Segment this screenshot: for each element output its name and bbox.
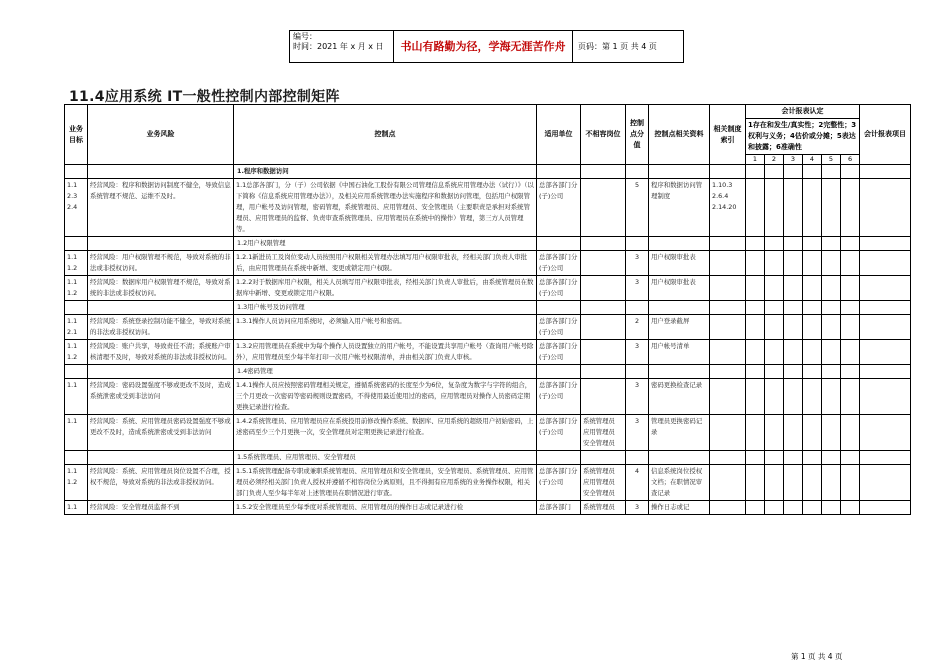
header-biz-risk: 业务风险: [88, 105, 234, 165]
cell-recognition: [822, 315, 841, 340]
cell-report-item: [860, 251, 911, 276]
section-title: 1.3用户帐号及访问管理: [234, 301, 537, 315]
page-footer: 第 1 页 共 4 页: [791, 652, 843, 661]
cell-materials: 用户权限审批表: [649, 251, 710, 276]
cell-incompatible: 系统管理员 应用管理员 安全管理员: [581, 465, 626, 501]
cell-system-index: 1.10.3 2.6.4 2.14.20: [710, 179, 746, 237]
cell-report-item: [860, 465, 911, 501]
section-row: [65, 451, 911, 465]
empty-cell: [626, 365, 649, 379]
empty-cell: [710, 365, 746, 379]
header-report-item: 会计报表项目: [860, 105, 911, 165]
cell-recognition: [765, 465, 784, 501]
cell-recognition: [822, 465, 841, 501]
empty-cell: [537, 237, 581, 251]
empty-cell: [765, 365, 784, 379]
cell-biz-risk: 经营风险：账户共享，导致责任不清；系统账户审核清理不及时，导致对系统的非法或非授权访问。: [88, 340, 234, 365]
cell-recognition: [803, 340, 822, 365]
header-system-index: 相关制度索引: [710, 105, 746, 165]
cell-recognition: [784, 465, 803, 501]
cell-recognition: [822, 251, 841, 276]
cell-unit: 总部各部门分(子)公司: [537, 415, 581, 451]
empty-cell: [65, 301, 88, 315]
cell-biz-target: 1.1 2.1: [65, 315, 88, 340]
table-row: [65, 379, 911, 415]
cell-incompatible: [581, 340, 626, 365]
cell-recognition: [822, 415, 841, 451]
empty-cell: [860, 365, 911, 379]
header-score: 控制点分值: [626, 105, 649, 165]
cell-report-item: [860, 379, 911, 415]
empty-cell: [746, 301, 765, 315]
cell-biz-target: 1.1 2.3 2.4: [65, 179, 88, 237]
cell-score: 4: [626, 465, 649, 501]
cell-biz-target: 1.1 1.2: [65, 251, 88, 276]
empty-cell: [860, 237, 911, 251]
header-control-point: 控制点: [234, 105, 537, 165]
empty-cell: [65, 365, 88, 379]
empty-cell: [65, 237, 88, 251]
empty-cell: [841, 165, 860, 179]
empty-cell: [822, 365, 841, 379]
table-row: [65, 315, 911, 340]
cell-score: 3: [626, 340, 649, 365]
cell-biz-risk: 经营风险：系统、应用管理员密码设置强度不够或更改不及时，造成系统泄密或受到非法访问: [88, 415, 234, 451]
cell-unit: 总部各部门分(子)公司: [537, 251, 581, 276]
empty-cell: [88, 451, 234, 465]
header-meta: [290, 31, 394, 62]
cell-recognition: [841, 465, 860, 501]
empty-cell: [822, 237, 841, 251]
empty-cell: [822, 165, 841, 179]
cell-score: 3: [626, 251, 649, 276]
header-materials: 控制点相关资料: [649, 105, 710, 165]
header-num-4: 4: [803, 155, 822, 165]
cell-biz-target: 1.1: [65, 415, 88, 451]
cell-incompatible: 系统管理员: [581, 501, 626, 515]
empty-cell: [626, 451, 649, 465]
cell-score: 3: [626, 415, 649, 451]
header-page: 页码：第 1 页 共 4 页: [578, 42, 657, 51]
cell-recognition: [822, 340, 841, 365]
cell-control-point: 1.4.1操作人员应按照密码管理相关规定，遵循系统密码的长度至少为6位，复杂度为数字与字符的组合，三个月更改一次密码等密码规则设置密码，不得使用最近使用过的密码，应用管理员对操作人员密码定期更换记录进行检查。: [234, 379, 537, 415]
section-title: 1.5系统管理员、应用管理员、安全管理员: [234, 451, 537, 465]
cell-control-point: 1.5.2安全管理员至少每季度对系统管理员、应用管理员的操作日志或记录进行检: [234, 501, 537, 515]
empty-cell: [537, 451, 581, 465]
cell-materials: 信息系统岗位授权文档；在职情况审查记录: [649, 465, 710, 501]
cell-recognition: [765, 251, 784, 276]
cell-recognition: [765, 340, 784, 365]
cell-recognition: [746, 415, 765, 451]
empty-cell: [746, 237, 765, 251]
cell-materials: 管理员更换密码记录: [649, 415, 710, 451]
empty-cell: [841, 237, 860, 251]
table-row: [65, 501, 911, 515]
table-row: [65, 276, 911, 301]
cell-report-item: [860, 501, 911, 515]
cell-recognition: [841, 340, 860, 365]
empty-cell: [649, 365, 710, 379]
empty-cell: [581, 237, 626, 251]
cell-incompatible: [581, 251, 626, 276]
empty-cell: [746, 365, 765, 379]
cell-recognition: [746, 251, 765, 276]
cell-recognition: [746, 276, 765, 301]
cell-report-item: [860, 340, 911, 365]
doc-time: 时间：2021 年 x 月 x 日: [293, 42, 384, 51]
header-slogan: 书山有路勤为径，学海无涯苦作舟: [394, 31, 573, 62]
cell-report-item: [860, 179, 911, 237]
section-title: 1.2用户权限管理: [234, 237, 537, 251]
cell-materials: 用户登录截屏: [649, 315, 710, 340]
cell-recognition: [746, 501, 765, 515]
cell-score: 2: [626, 315, 649, 340]
cell-system-index: [710, 465, 746, 501]
cell-control-point: 1.1总部各部门，分（子）公司依据《中国石油化工股份有限公司管理信息系统应用管理办法（试行）》（以下简称《信息系统应用管理办法》），及相关应用系统管理办法实施程序和数据访问管理，包括用户权限管理，用户帐号及访问管理，密码管理，系统管理员、应用管理员、安全管理员（主要职责是承担对系统管理员、应用管理员的监督、负责审查系统管理员、应用管理员在系统中的操作）管理，第三方人员管理等。: [234, 179, 537, 237]
empty-cell: [65, 451, 88, 465]
cell-system-index: [710, 501, 746, 515]
cell-recognition: [784, 179, 803, 237]
empty-cell: [88, 365, 234, 379]
empty-cell: [746, 451, 765, 465]
empty-cell: [710, 451, 746, 465]
cell-recognition: [765, 379, 784, 415]
cell-report-item: [860, 415, 911, 451]
cell-incompatible: [581, 179, 626, 237]
empty-cell: [860, 451, 911, 465]
cell-incompatible: 系统管理员 应用管理员 安全管理员: [581, 415, 626, 451]
section-title: 1.程序和数据访问: [234, 165, 537, 179]
empty-cell: [649, 451, 710, 465]
header-recognition: 会计报表认定: [746, 105, 860, 119]
cell-materials: 程序和数据访问管理制度: [649, 179, 710, 237]
empty-cell: [710, 301, 746, 315]
cell-system-index: [710, 379, 746, 415]
empty-cell: [537, 165, 581, 179]
cell-control-point: 1.3.1操作人员访问应用系统时，必须输入用户帐号和密码。: [234, 315, 537, 340]
cell-recognition: [803, 379, 822, 415]
cell-control-point: 1.5.1系统管理配备专职或兼职系统管理员、应用管理员和安全管理员，安全管理员、系统管理员、应用管理员必须经相关部门负责人授权并遵循不相容岗位分离原则，且不得拥有应用系统的业务操作权限，相关部门负责人至少每半年对上述管理员在职情况进行审查。: [234, 465, 537, 501]
table-row: [65, 340, 911, 365]
cell-biz-risk: 经营风险：系统登录控制功能不健全，导致对系统的非法或非授权访问。: [88, 315, 234, 340]
cell-recognition: [784, 251, 803, 276]
empty-cell: [581, 365, 626, 379]
cell-control-point: 1.4.2系统管理员、应用管理员应在系统投用前修改操作系统、数据库、应用系统的超级用户初始密码，上述密码至少三个月更换一次，安全管理员对定期更换记录进行检查。: [234, 415, 537, 451]
table-row: [65, 465, 911, 501]
cell-report-item: [860, 276, 911, 301]
cell-unit: 总部各部门分(子)公司: [537, 465, 581, 501]
table-row: [65, 179, 911, 237]
empty-cell: [88, 301, 234, 315]
cell-unit: 总部各部门分(子)公司: [537, 179, 581, 237]
cell-recognition: [765, 276, 784, 301]
empty-cell: [822, 451, 841, 465]
cell-recognition: [841, 179, 860, 237]
cell-system-index: [710, 251, 746, 276]
cell-unit: 总部各部门分(子)公司: [537, 379, 581, 415]
header-num-2: 2: [765, 155, 784, 165]
empty-cell: [765, 301, 784, 315]
cell-recognition: [784, 276, 803, 301]
cell-recognition: [841, 276, 860, 301]
cell-incompatible: [581, 276, 626, 301]
section-row: [65, 237, 911, 251]
header-unit: 适用单位: [537, 105, 581, 165]
empty-cell: [710, 237, 746, 251]
empty-cell: [626, 165, 649, 179]
cell-recognition: [765, 415, 784, 451]
empty-cell: [581, 165, 626, 179]
cell-recognition: [803, 501, 822, 515]
cell-unit: 总部各部门分(子)公司: [537, 276, 581, 301]
empty-cell: [581, 451, 626, 465]
cell-recognition: [784, 379, 803, 415]
empty-cell: [803, 365, 822, 379]
section-title: 1.4密码管理: [234, 365, 537, 379]
cell-materials: 操作日志或记: [649, 501, 710, 515]
cell-recognition: [784, 501, 803, 515]
empty-cell: [784, 301, 803, 315]
cell-incompatible: [581, 379, 626, 415]
header-num-3: 3: [784, 155, 803, 165]
section-row: [65, 165, 911, 179]
empty-cell: [841, 365, 860, 379]
doc-number: 编号：: [293, 32, 317, 41]
cell-recognition: [841, 251, 860, 276]
cell-recognition: [746, 340, 765, 365]
cell-recognition: [841, 379, 860, 415]
cell-score: 3: [626, 501, 649, 515]
cell-recognition: [841, 315, 860, 340]
cell-biz-risk: 经营风险：程序和数据访问制度不健全，导致信息系统管理不规范、运维不及时。: [88, 179, 234, 237]
cell-biz-target: 1.1 1.2: [65, 276, 88, 301]
empty-cell: [746, 165, 765, 179]
empty-cell: [626, 301, 649, 315]
cell-control-point: 1.2.1新进员工及岗位变动人员按照用户权限相关管理办法填写用户权限审批表，经相关部门负责人审批后，由应用管理员在系统中新增、变更或锁定用户权限。: [234, 251, 537, 276]
cell-recognition: [803, 315, 822, 340]
cell-recognition: [803, 251, 822, 276]
cell-unit: 总部各部门: [537, 501, 581, 515]
empty-cell: [581, 301, 626, 315]
empty-cell: [65, 165, 88, 179]
empty-cell: [784, 165, 803, 179]
cell-recognition: [784, 415, 803, 451]
cell-incompatible: [581, 315, 626, 340]
empty-cell: [784, 237, 803, 251]
section-row: [65, 365, 911, 379]
cell-control-point: 1.2.2对于数据库用户权限，相关人员填写用户权限审批表，经相关部门负责人审批后，由系统管理员在数据库中新增、变更或锁定用户权限。: [234, 276, 537, 301]
empty-cell: [841, 301, 860, 315]
empty-cell: [803, 237, 822, 251]
cell-recognition: [841, 415, 860, 451]
cell-materials: 密码更换检查记录: [649, 379, 710, 415]
cell-recognition: [803, 415, 822, 451]
cell-recognition: [784, 340, 803, 365]
empty-cell: [784, 365, 803, 379]
header-incompatible: 不相容岗位: [581, 105, 626, 165]
cell-recognition: [803, 465, 822, 501]
cell-biz-risk: 经营风险：系统、应用管理员岗位设置不合理，授权不规范，导致对系统的非法或非授权访问。: [88, 465, 234, 501]
empty-cell: [88, 165, 234, 179]
cell-report-item: [860, 315, 911, 340]
table-row: [65, 415, 911, 451]
cell-recognition: [822, 501, 841, 515]
empty-cell: [803, 301, 822, 315]
cell-recognition: [822, 179, 841, 237]
cell-biz-target: 1.1 1.2: [65, 465, 88, 501]
cell-recognition: [803, 276, 822, 301]
empty-cell: [860, 165, 911, 179]
cell-recognition: [765, 501, 784, 515]
cell-biz-target: 1.1: [65, 501, 88, 515]
cell-system-index: [710, 340, 746, 365]
control-matrix-table: [64, 104, 911, 515]
cell-system-index: [710, 276, 746, 301]
cell-recognition: [822, 379, 841, 415]
cell-unit: 总部各部门分(子)公司: [537, 315, 581, 340]
header-num-1: 1: [746, 155, 765, 165]
empty-cell: [649, 165, 710, 179]
header-recognition-detail: 1存在和发生/真实性；2完整性；3权利与义务；4估价或分摊；5表达和披露；6准确性: [746, 119, 860, 155]
cell-materials: 用户权限审批表: [649, 276, 710, 301]
cell-score: 5: [626, 179, 649, 237]
empty-cell: [765, 237, 784, 251]
cell-recognition: [765, 179, 784, 237]
cell-recognition: [746, 465, 765, 501]
cell-control-point: 1.3.2应用管理员在系统中为每个操作人员设置独立的用户帐号，不能设置共享用户帐号（查询用户帐号除外），应用管理员至少每半年打印一次用户帐号权限清单，并由相关部门负责人审核。: [234, 340, 537, 365]
cell-biz-risk: 经营风险：安全管理员监督不到: [88, 501, 234, 515]
page-title: 11.4应用系统 IT一般性控制内部控制矩阵: [69, 89, 340, 105]
empty-cell: [784, 451, 803, 465]
header-biz-target: 业务目标: [65, 105, 88, 165]
cell-score: 3: [626, 276, 649, 301]
empty-cell: [765, 451, 784, 465]
empty-cell: [710, 165, 746, 179]
empty-cell: [649, 237, 710, 251]
page-header: [289, 30, 684, 63]
cell-system-index: [710, 315, 746, 340]
cell-recognition: [784, 315, 803, 340]
cell-materials: 用户帐号清单: [649, 340, 710, 365]
cell-recognition: [746, 315, 765, 340]
cell-biz-risk: 经营风险：用户权限管理不规范，导致对系统的非法或非授权访问。: [88, 251, 234, 276]
header-num-5: 5: [822, 155, 841, 165]
cell-biz-target: 1.1: [65, 379, 88, 415]
cell-recognition: [746, 179, 765, 237]
empty-cell: [537, 301, 581, 315]
cell-biz-risk: 经营风险：密码设置强度不够或更改不及时，造成系统泄密或受到非法访问: [88, 379, 234, 415]
empty-cell: [649, 301, 710, 315]
cell-unit: 总部各部门分(子)公司: [537, 340, 581, 365]
empty-cell: [803, 165, 822, 179]
empty-cell: [537, 365, 581, 379]
section-row: [65, 301, 911, 315]
header-num-6: 6: [841, 155, 860, 165]
empty-cell: [88, 237, 234, 251]
cell-biz-risk: 经营风险：数据库用户权限管理不规范，导致对系统的非法或非授权访问。: [88, 276, 234, 301]
cell-recognition: [765, 315, 784, 340]
cell-recognition: [841, 501, 860, 515]
cell-recognition: [803, 179, 822, 237]
cell-biz-target: 1.1 1.2: [65, 340, 88, 365]
empty-cell: [765, 165, 784, 179]
empty-cell: [803, 451, 822, 465]
cell-recognition: [746, 379, 765, 415]
table-row: [65, 251, 911, 276]
cell-system-index: [710, 415, 746, 451]
empty-cell: [860, 301, 911, 315]
empty-cell: [822, 301, 841, 315]
cell-score: 3: [626, 379, 649, 415]
empty-cell: [841, 451, 860, 465]
cell-recognition: [822, 276, 841, 301]
empty-cell: [626, 237, 649, 251]
